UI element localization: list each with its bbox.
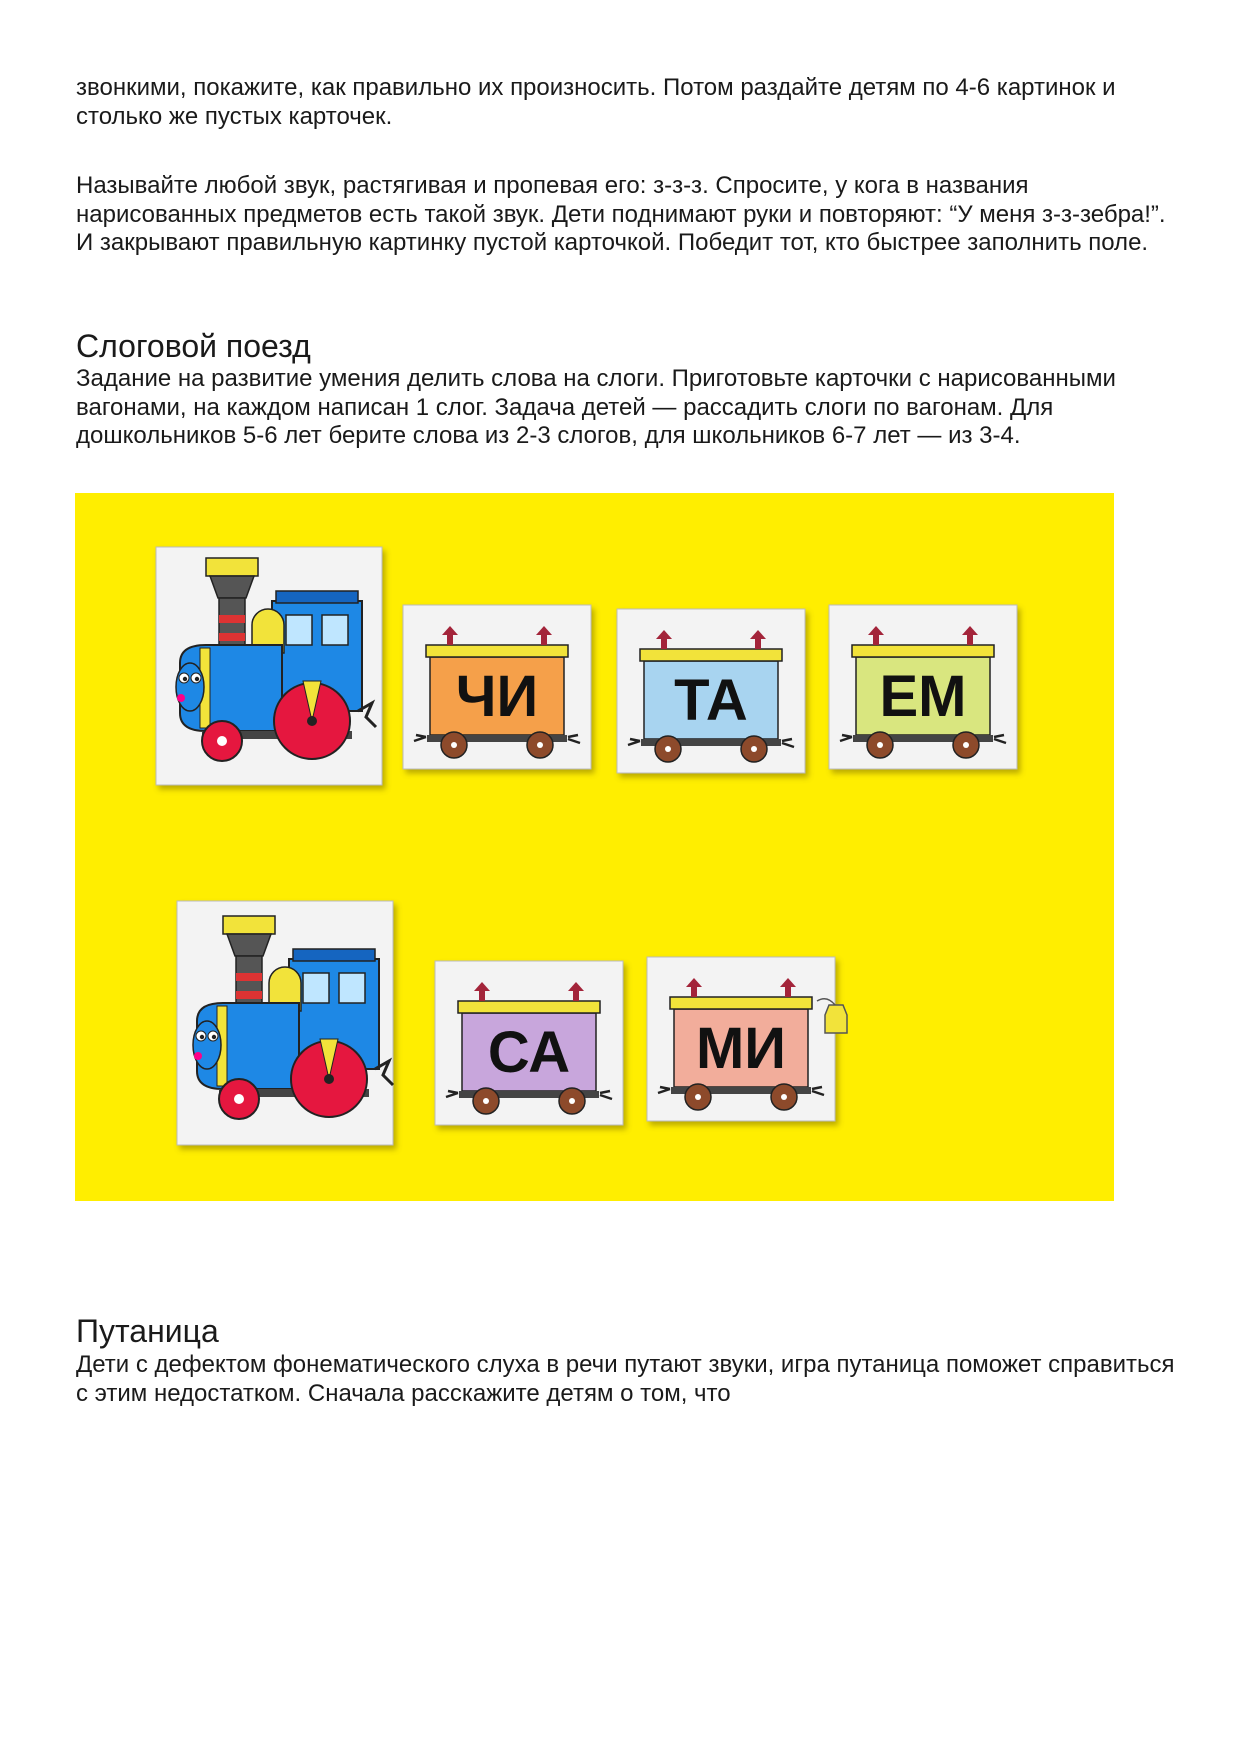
wagon-syllable: ТА — [674, 668, 748, 733]
wagon-card — [829, 605, 1017, 769]
wagon-card — [403, 605, 591, 769]
paragraph-syllable-train: Задание на развитие умения делить слова на слоги. Приготовьте карточки с нарисованными вагонами, на каждом написан 1 слог. Задача детей — рассадить слоги по вагонам. Для дошкольников 5-6 лет берите слова из 2-3 слогов, для школьников 6-7 лет — из 3-4. — [76, 365, 1116, 449]
paragraph-sound-game: Называйте любой звук, растягивая и пропевая его: з-з-з. Спросите, у кога в названия нарисованных предметов есть такой звук. Дети поднимают руки и повторяют: “У меня з-з-зебра!”. И закрывают правильную картинку пустой карточкой. Победит тот, кто быстрее заполнить поле. — [76, 172, 1166, 256]
heading-syllable-train: Слоговой поезд — [76, 328, 311, 364]
paragraph-mixup: Дети с дефектом фонематического слуха в речи путают звуки, игра путаница поможет справиться с этим недостатком. Сначала расскажите детям о том, что — [76, 1351, 1175, 1407]
wagon-card — [647, 957, 847, 1121]
wagon-card — [617, 609, 805, 773]
locomotive-card — [156, 547, 382, 785]
wagon-syllable: СА — [487, 1020, 571, 1085]
paragraph-continued: звонкими, покажите, как правильно их произносить. Потом раздайте детям по 4-6 картинок и столько же пустых карточек. — [76, 74, 1116, 130]
wagon-syllable: МИ — [695, 1016, 787, 1081]
syllable-train-illustration — [75, 493, 1114, 1201]
wagon-syllable: ЧИ — [455, 664, 539, 729]
heading-mixup: Путаница — [76, 1313, 219, 1349]
wagon-syllable: ЕМ — [879, 664, 967, 729]
locomotive-card — [177, 901, 393, 1145]
wagon-card — [435, 961, 623, 1125]
